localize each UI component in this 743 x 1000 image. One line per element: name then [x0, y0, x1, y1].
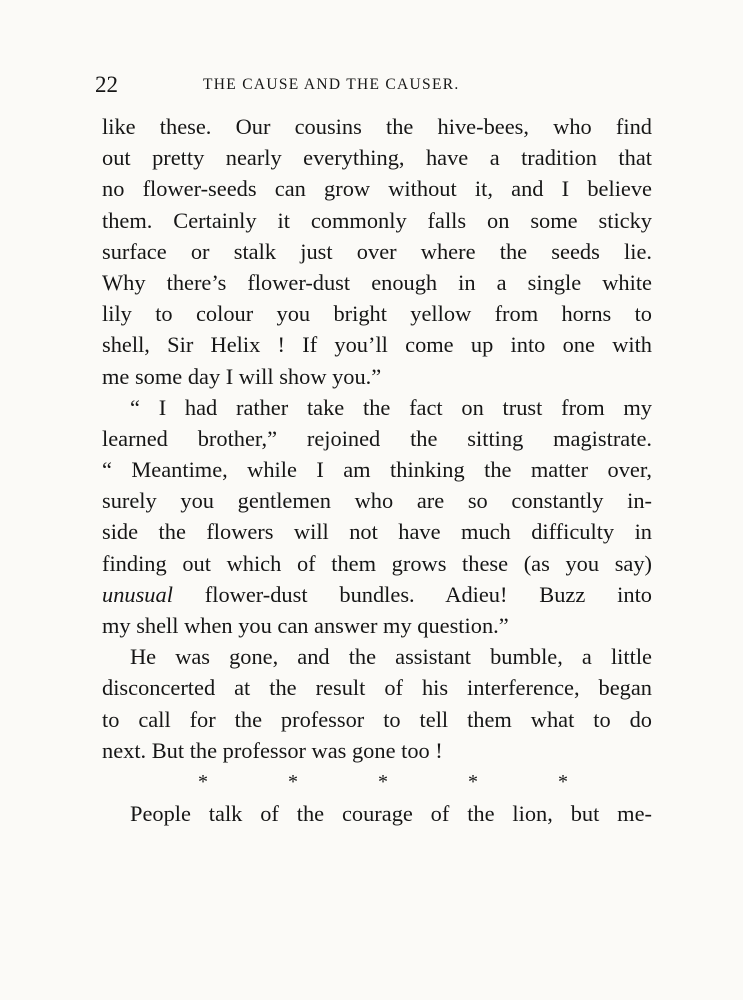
page-header	[95, 68, 655, 102]
text-line: disconcerted at the result of his interference, began	[102, 675, 652, 701]
text-line: learned brother,” rejoined the sitting magistrate.	[102, 425, 652, 451]
text-line: me some day I will show you.”	[102, 363, 382, 389]
text-line-rest: flower-dust bundles. Adieu! Buzz into	[172, 581, 652, 607]
text-line: “ I had rather take the fact on trust from my	[130, 394, 652, 420]
separator-star: *	[198, 770, 208, 793]
body-text	[102, 111, 652, 829]
text-line: like these. Our cousins the hive-bees, who find	[102, 114, 652, 139]
separator-star: *	[558, 770, 568, 793]
separator-star: *	[288, 770, 298, 793]
section-separator	[198, 766, 568, 798]
separator-star: *	[378, 770, 388, 793]
text-line: People talk of the courage of the lion, but me-	[130, 800, 652, 826]
text-line: “ Meantime, while I am thinking the matter over,	[102, 457, 652, 483]
running-title: THE CAUSE AND THE CAUSER.	[203, 76, 460, 93]
text-line: surely you gentlemen who are so constantly in-	[102, 488, 652, 514]
text-line: lily to colour you bright yellow from horns to	[102, 301, 652, 327]
text-line: out pretty nearly everything, have a tradition that	[102, 145, 652, 171]
page-number: 22	[95, 72, 118, 97]
text-line: next. But the professor was gone too !	[102, 737, 443, 763]
text-line: my shell when you can answer my question.”	[102, 613, 509, 638]
text-line: He was gone, and the assistant bumble, a little	[130, 644, 652, 670]
text-line: side the flowers will not have much difficulty in	[102, 519, 652, 545]
separator-star: *	[468, 770, 478, 793]
text-line: them. Certainly it commonly falls on some sticky	[102, 207, 652, 233]
text-line: finding out which of them grows these (as you say)	[102, 550, 652, 576]
text-line: no flower-seeds can grow without it, and I believe	[102, 176, 652, 202]
text-line-with-italic	[102, 579, 652, 610]
text-line: surface or stalk just over where the seeds lie.	[102, 238, 652, 264]
text-line: Why there’s flower-dust enough in a single white	[102, 269, 652, 295]
text-line: shell, Sir Helix ! If you’ll come up into one with	[102, 332, 652, 358]
italic-word: unusual	[102, 581, 173, 607]
text-line: to call for the professor to tell them what to do	[102, 706, 652, 732]
